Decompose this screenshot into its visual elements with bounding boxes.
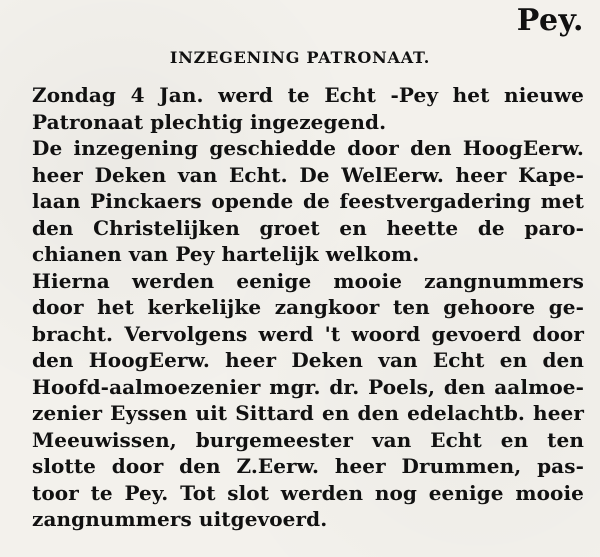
text-line: den Christelijken groet en heette de paro- xyxy=(32,215,584,240)
text-line: zangnummers uitgevoerd. xyxy=(32,507,328,531)
text-line: heer Deken van Echt. De WelEerw. heer Kape- xyxy=(32,162,584,187)
text-line: toor te Pey. Tot slot werden nog eenige mooie xyxy=(32,480,584,505)
text-line: Patronaat plechtig ingezegend. xyxy=(32,109,387,134)
text-line: Meeuwissen, burgemeester van Echt en ten xyxy=(32,427,584,452)
article-body xyxy=(32,82,584,533)
text-line: laan Pinckaers opende de feestvergadering met xyxy=(32,189,584,213)
article-headline: INZEGENING PATRONAAT. xyxy=(169,48,431,67)
text-line: chianen van Pey hartelijk welkom. xyxy=(32,242,420,266)
text-line: slotte door den Z.Eerw. heer Drummen, pas- xyxy=(32,454,584,478)
text-line: bracht. Vervolgens werd 't woord gevoerd door xyxy=(32,321,584,346)
text-line: Hoofd-aalmoezenier mgr. dr. Poels, den aalmoe- xyxy=(32,374,584,399)
text-line: den HoogEerw. heer Deken van Echt en den xyxy=(32,348,584,372)
paragraph-2 xyxy=(32,135,584,268)
paragraph-1 xyxy=(32,82,584,135)
place-heading: Pey. xyxy=(516,3,584,38)
text-line: De inzegening geschiedde door den HoogEerw. xyxy=(32,136,584,160)
text-line: Hierna werden eenige mooie zangnummers xyxy=(32,268,584,293)
paragraph-3 xyxy=(32,268,584,533)
text-line: Zondag 4 Jan. werd te Echt -Pey het nieuwe xyxy=(32,83,584,107)
text-line: door het kerkelijke zangkoor ten gehoore ge- xyxy=(32,295,584,319)
text-line: zenier Eyssen uit Sittard en den edelachtb. heer xyxy=(32,401,584,425)
